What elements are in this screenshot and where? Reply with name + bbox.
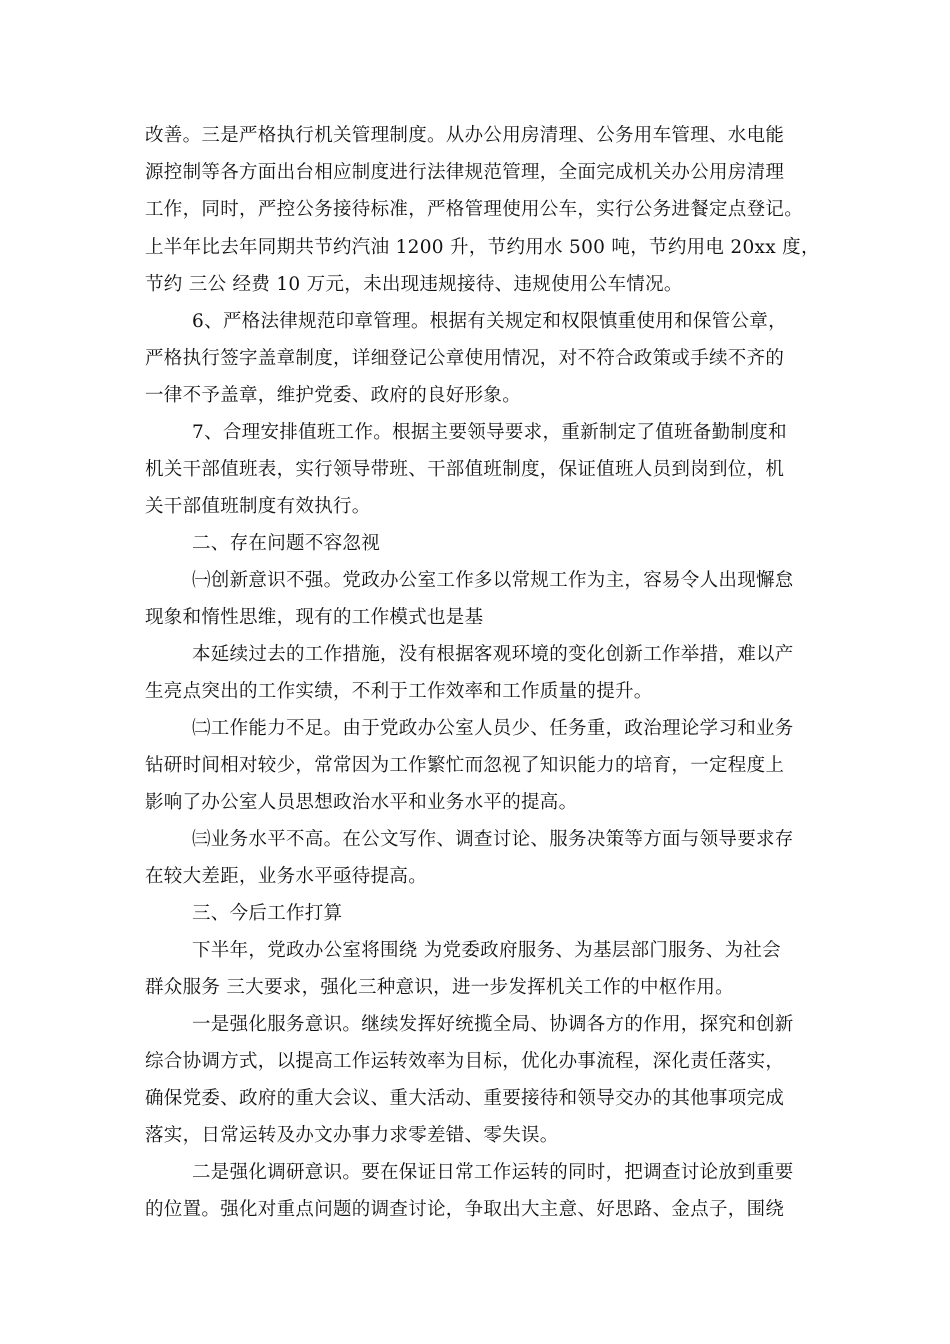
text-line: 落实，日常运转及办文办事力求零差错、零失误。 bbox=[145, 1125, 559, 1146]
text-line: 钻研时间相对较少，常常因为工作繁忙而忽视了知识能力的培育，一定程度上 bbox=[145, 755, 785, 776]
text-line: 机关干部值班表，实行领导带班、干部值班制度，保证值班人员到岗到位，机 bbox=[145, 459, 785, 480]
paragraph-start-line: 下半年，党政办公室将围绕 为党委政府服务、为基层部门服务、为社会 bbox=[192, 940, 781, 961]
paragraph-start-line: 一是强化服务意识。继续发挥好统揽全局、协调各方的作用，探究和创新 bbox=[192, 1014, 794, 1035]
text-line: 影响了办公室人员思想政治水平和业务水平的提高。 bbox=[145, 792, 578, 813]
paragraph-start-line: ㈢业务水平不高。在公文写作、调查讨论、服务决策等方面与领导要求存 bbox=[192, 829, 794, 850]
text-line: 工作，同时，严控公务接待标准，严格管理使用公车，实行公务进餐定点登记。 bbox=[145, 199, 804, 220]
text-line: 改善。三是严格执行机关管理制度。从办公用房清理、公务用车管理、水电能 bbox=[145, 125, 785, 146]
text-line: 关干部值班制度有效执行。 bbox=[145, 496, 371, 517]
paragraph-start-line: ㈠创新意识不强。党政办公室工作多以常规工作为主，容易令人出现懈怠 bbox=[192, 570, 794, 591]
text-line: 节约 三公 经费 10 万元，未出现违规接待、违规使用公车情况。 bbox=[145, 274, 683, 295]
text-line: 生亮点突出的工作实绩，不利于工作效率和工作质量的提升。 bbox=[145, 681, 653, 702]
text-line: 综合协调方式，以提高工作运转效率为目标，优化办事流程，深化责任落实， bbox=[145, 1051, 785, 1072]
paragraph-start-line: 本延续过去的工作措施，没有根据客观环境的变化创新工作举措，难以产 bbox=[192, 644, 794, 665]
paragraph-start-line: 7、合理安排值班工作。根据主要领导要求，重新制定了值班备勤制度和 bbox=[192, 422, 787, 443]
text-line: 源控制等各方面出台相应制度进行法律规范管理，全面完成机关办公用房清理 bbox=[145, 162, 785, 183]
text-line: 上半年比去年同期共节约汽油 1200 升，节约用水 500 吨，节约用电 20xx 度， bbox=[145, 237, 820, 258]
text-line: 在较大差距，业务水平亟待提高。 bbox=[145, 866, 428, 887]
section-heading: 三、今后工作打算 bbox=[192, 903, 343, 924]
section-heading: 二、存在问题不容忽视 bbox=[192, 533, 381, 554]
paragraph-start-line: 二是强化调研意识。要在保证日常工作运转的同时，把调查讨论放到重要 bbox=[192, 1162, 794, 1183]
text-line: 严格执行签字盖章制度，详细登记公章使用情况，对不符合政策或手续不齐的 bbox=[145, 348, 785, 369]
text-line: 现象和惰性思维，现有的工作模式也是基 bbox=[145, 607, 484, 628]
text-line: 确保党委、政府的重大会议、重大活动、重要接待和领导交办的其他事项完成 bbox=[145, 1088, 785, 1109]
text-line: 一律不予盖章，维护党委、政府的良好形象。 bbox=[145, 385, 522, 406]
paragraph-start-line: ㈡工作能力不足。由于党政办公室人员少、任务重，政治理论学习和业务 bbox=[192, 718, 794, 739]
paragraph-start-line: 6、严格法律规范印章管理。根据有关规定和权限慎重使用和保管公章， bbox=[192, 311, 787, 332]
text-line: 的位置。强化对重点问题的调查讨论，争取出大主意、好思路、金点子，围绕 bbox=[145, 1199, 785, 1220]
text-line: 群众服务 三大要求，强化三种意识，进一步发挥机关工作的中枢作用。 bbox=[145, 977, 734, 998]
